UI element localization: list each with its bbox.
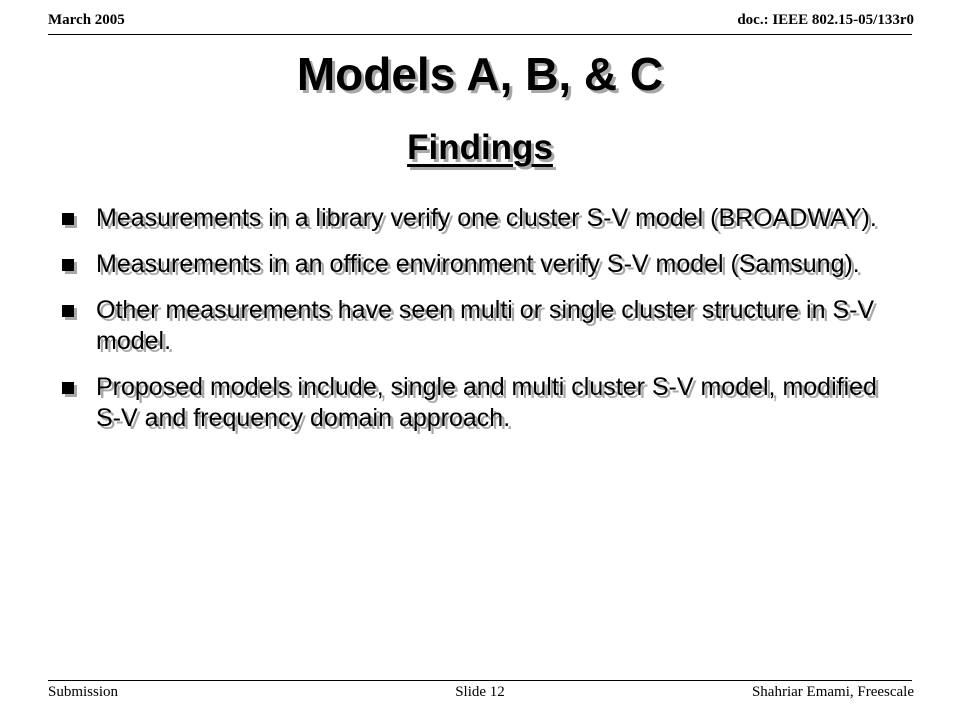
- slide-title: Models A, B, & C: [296, 48, 664, 100]
- bullet-item: [58, 203, 888, 234]
- slide-subtitle: [0, 124, 960, 172]
- bullet-text: Measurements in a library verify one cluster S-V model (BROADWAY).: [96, 204, 877, 232]
- bullet-text: Measurements in an office environment verify S-V model (Samsung).: [96, 250, 860, 278]
- bullet-item: [58, 249, 888, 280]
- footer-divider: [48, 680, 912, 681]
- header-divider: [48, 34, 912, 35]
- square-bullet-icon: [62, 382, 74, 394]
- square-bullet-icon: [62, 305, 74, 317]
- bullet-text: Other measurements have seen multi or single cluster structure in S-V model.: [96, 296, 875, 355]
- subtitle-text: Findings: [407, 128, 553, 167]
- bullet-item: [58, 372, 888, 434]
- footer-submission: Submission: [48, 684, 119, 700]
- footer-author: Shahriar Emami, Freescale: [751, 684, 914, 700]
- bullet-list: [58, 203, 888, 449]
- bullet-text: Proposed models include, single and multi cluster S-V model, modified S-V and frequency domain approach.: [96, 373, 877, 432]
- square-bullet-icon: [62, 213, 74, 225]
- footer-slide-number: Slide 12: [455, 684, 505, 700]
- header-doc-id: doc.: IEEE 802.15-05/133r0: [737, 12, 914, 28]
- header-date: March 2005: [48, 12, 125, 28]
- bullet-item: [58, 295, 888, 357]
- square-bullet-icon: [62, 259, 74, 271]
